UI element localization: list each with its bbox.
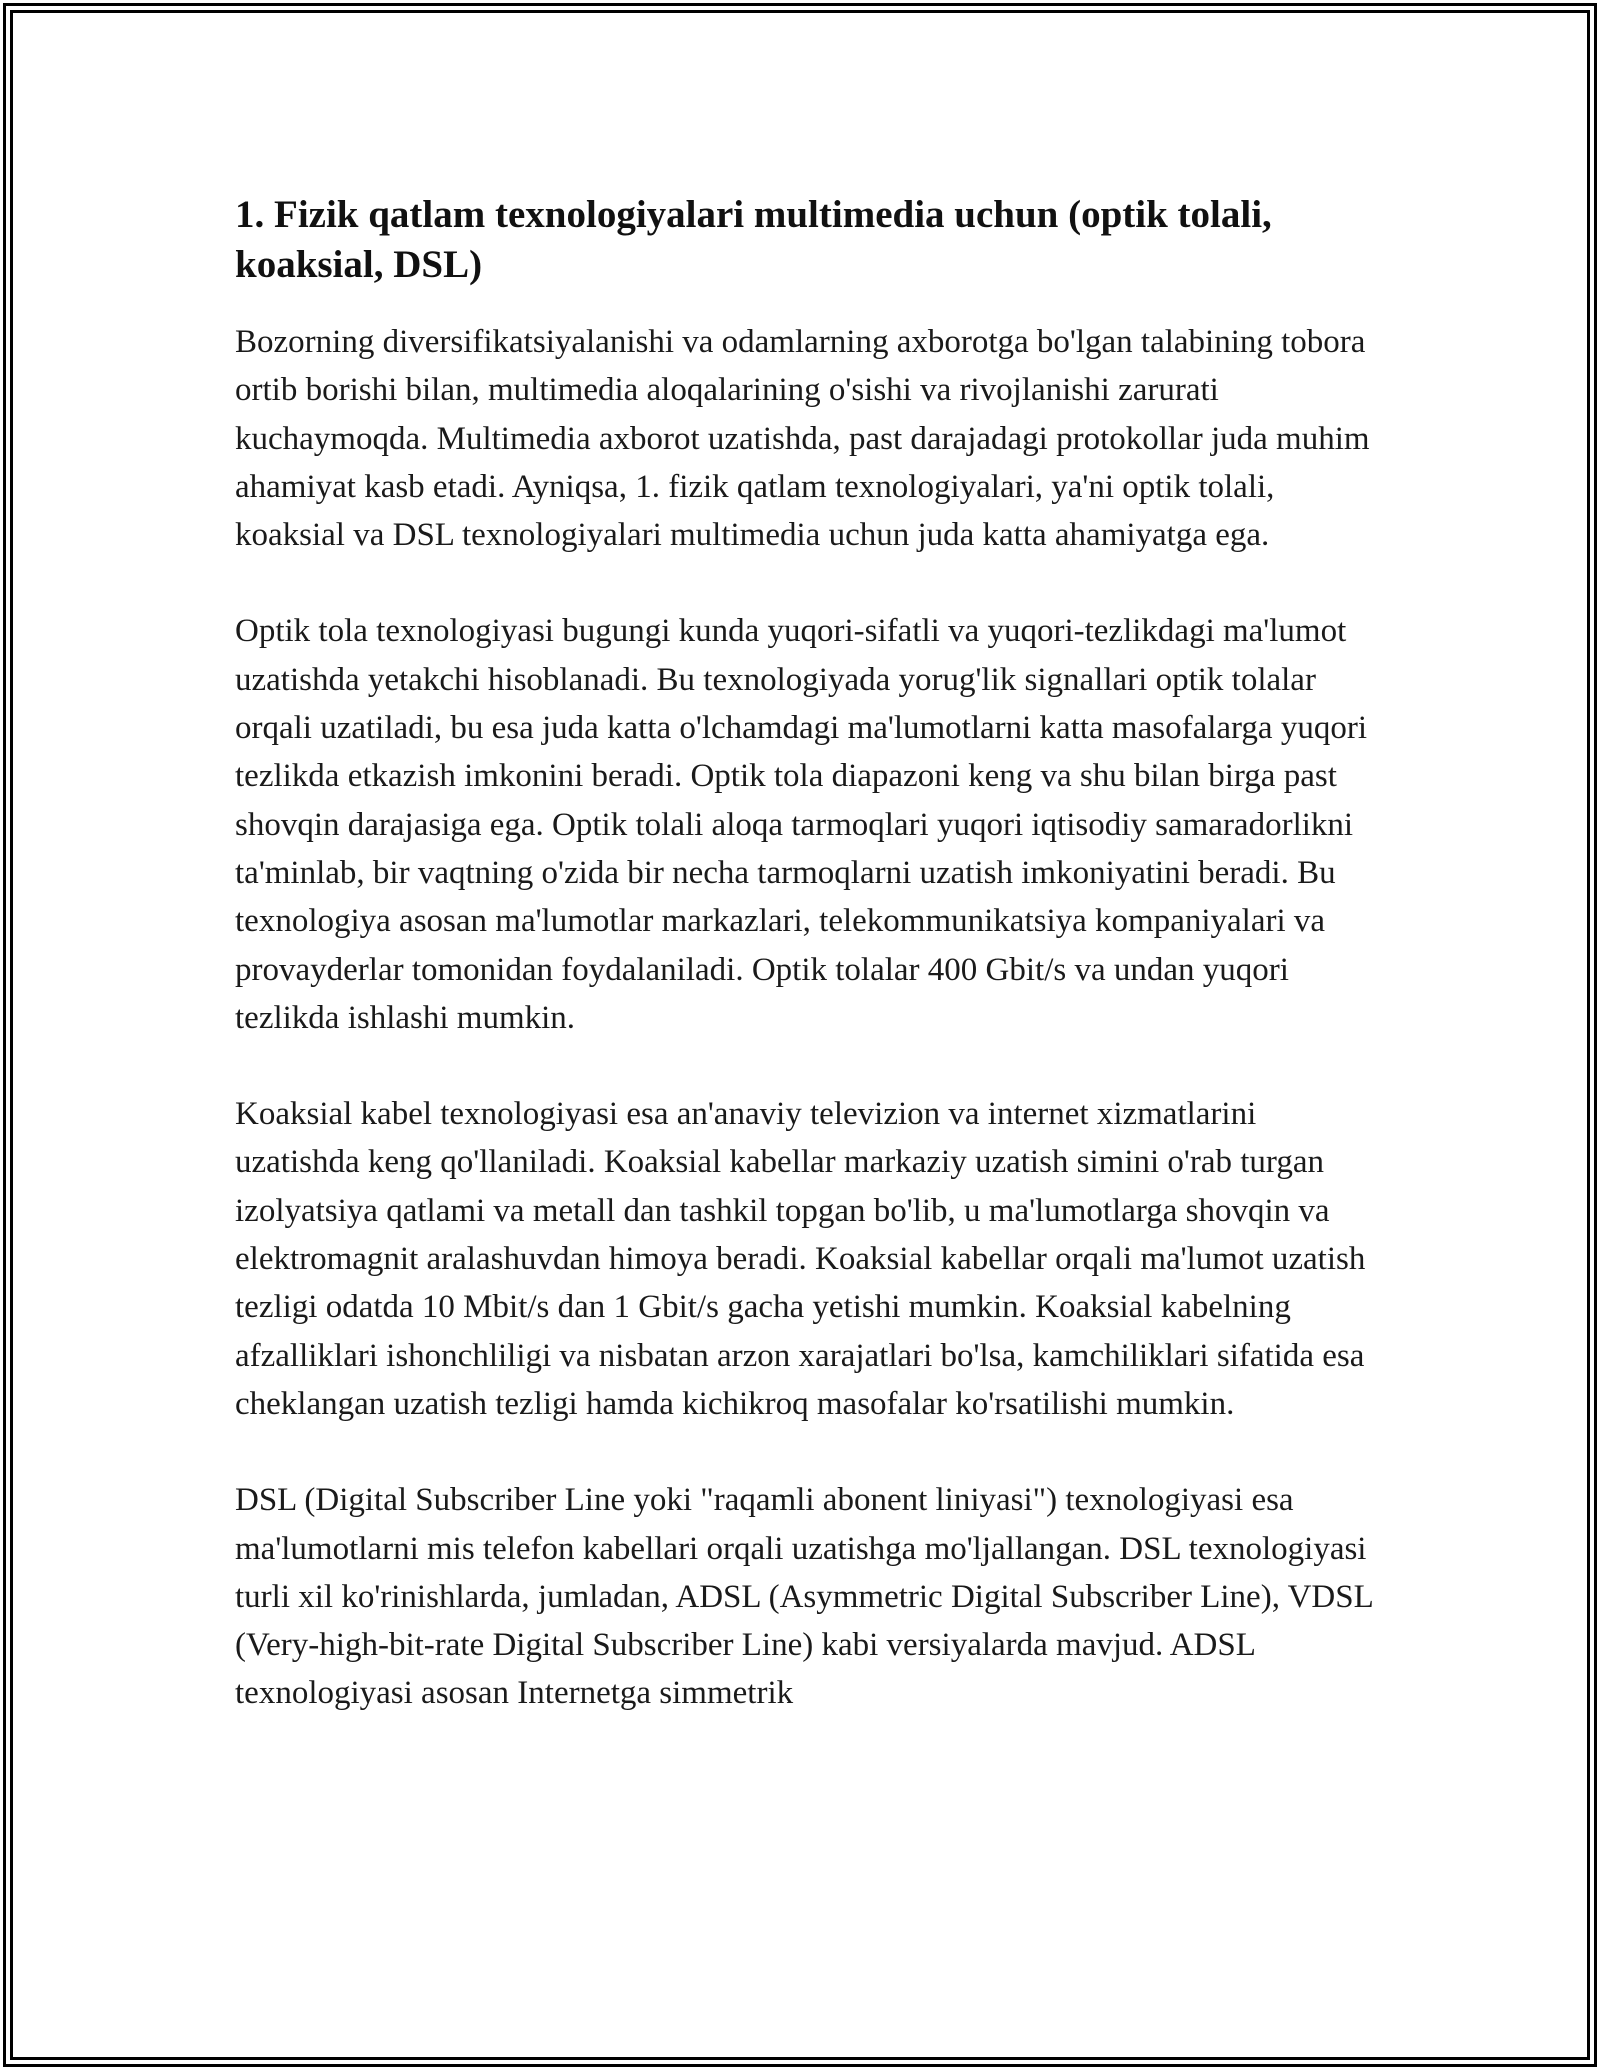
document-page xyxy=(235,190,1375,1766)
section-title: 1. Fizik qatlam texnologiyalari multimedia uchun (optik tolali, koaksial, DSL) xyxy=(235,193,1272,286)
paragraph-optical-fiber: Optik tola texnologiyasi bugungi kunda yuqori-sifatli va yuqori-tezlikdagi ma'lumot uzatishda yetakchi hisoblanadi. Bu texnologiyada yorug'lik signallari optik tolalar orqali uzatiladi, bu esa juda katta o'lchamdagi ma'lumotlarni katta masofalarga yuqori tezlikda etkazish imkonini beradi. Optik tola diapazoni keng va shu bilan birga past shovqin darajasiga ega. Optik tolali aloqa tarmoqlari yuqori iqtisodiy samaradorlikni ta'minlab, bir vaqtning o'zida bir necha tarmoqlarni uzatish imkoniyatini beradi. Bu texnologiya asosan ma'lumotlar markazlari, telekommunikatsiya kompaniyalari va provayderlar tomonidan foydalaniladi. Optik tolalar 400 Gbit/s va undan yuqori tezlikda ishlashi mumkin. xyxy=(235,613,1367,1036)
paragraph-intro: Bozorning diversifikatsiyalanishi va odamlarning axborotga bo'lgan talabining tobora ortib borishi bilan, multimedia aloqalarining o'sishi va rivojlanishi zarurati kuchaymoqda. Multimedia axborot uzatishda, past darajadagi protokollar juda muhim ahamiyat kasb etadi. Ayniqsa, 1. fizik qatlam texnologiyalari, ya'ni optik tolali, koaksial va DSL texnologiyalari multimedia uchun juda katta ahamiyatga ega. xyxy=(235,324,1370,554)
paragraph-coaxial: Koaksial kabel texnologiyasi esa an'anaviy televizion va internet xizmatlarini uzatishda keng qo'llaniladi. Koaksial kabellar markaziy uzatish simini o'rab turgan izolyatsiya qatlami va metall dan tashkil topgan bo'lib, u ma'lumotlarga shovqin va elektromagnit aralashuvdan himoya beradi. Koaksial kabellar orqali ma'lumot uzatish tezligi odatda 10 Mbit/s dan 1 Gbit/s gacha yetishi mumkin. Koaksial kabelning afzalliklari ishonchliligi va nisbatan arzon xarajatlari bo'lsa, kamchiliklari sifatida esa cheklangan uzatish tezligi hamda kichikroq masofalar ko'rsatilishi mumkin. xyxy=(235,1096,1366,1422)
paragraph-dsl: DSL (Digital Subscriber Line yoki "raqamli abonent liniyasi") texnologiyasi esa ma'lumotlarni mis telefon kabellari orqali uzatishga mo'ljallangan. DSL texnologiyasi turli xil ko'rinishlarda, jumladan, ADSL (Asymmetric Digital Subscriber Line), VDSL (Very-high-bit-rate Digital Subscriber Line) kabi versiyalarda mavjud. ADSL texnologiyasi asosan Internetga simmetrik xyxy=(235,1482,1373,1712)
